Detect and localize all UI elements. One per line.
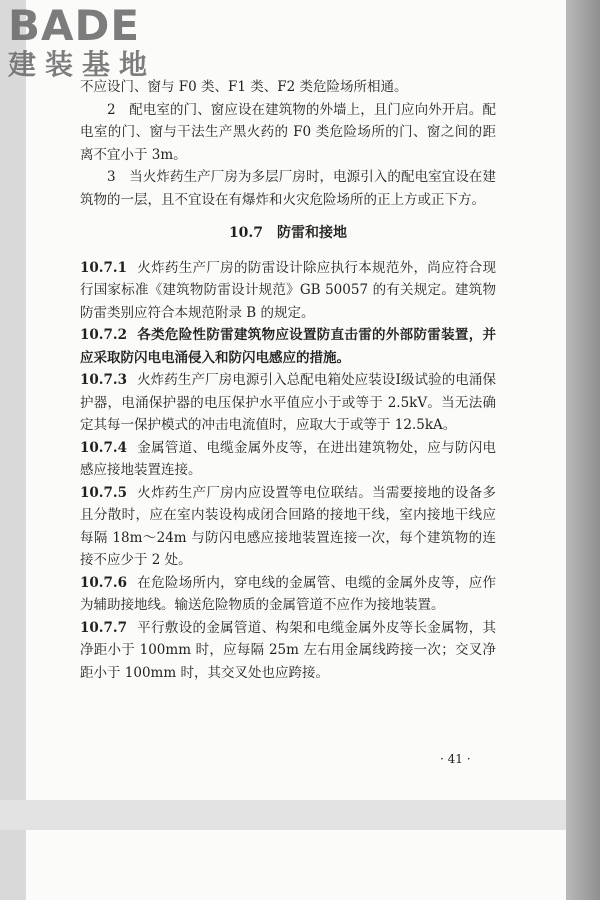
clause-text: 在危险场所内，穿电线的金属管、电缆的金属外皮等，应作为辅助接地线。输送危险物质的金属管道不应作为接地装置。	[80, 574, 496, 613]
clause-10-7-5	[80, 482, 496, 572]
clause-text: 平行敷设的金属管道、构架和电缆金属外皮等长金属物，其净距小于 100mm 时，应每隔 25m 左右用金属线跨接一次；交叉净距小于 100mm 时，其交叉处也应跨接。	[80, 619, 496, 681]
page-edge-shadow	[566, 0, 600, 900]
clause-10-7-1	[80, 257, 496, 325]
page-number: · 41 ·	[440, 752, 471, 766]
clause-text: 金属管道、电缆金属外皮等，在进出建筑物处，应与防闪电感应接地装置连接。	[80, 439, 496, 478]
continued-line: 不应设门、窗与 F0 类、F1 类、F2 类危险场所相通。	[80, 79, 408, 95]
clause-number: 10.7.1	[80, 259, 127, 276]
section-title: 10.7 防雷和接地	[228, 225, 348, 241]
clause-number: 10.7.5	[80, 484, 127, 501]
clause-number: 10.7.2	[80, 327, 127, 343]
item-3: 3 当火炸药生产厂房为多层厂房时，电源引入的配电室宜设在建筑物的一层，且不宜设在有爆炸和火灾危险场所的正上方或正下方。	[80, 169, 496, 208]
clause-10-7-4	[80, 437, 496, 482]
bade-watermark-logo	[8, 1, 157, 81]
clause-text: 火炸药生产厂房的防雷设计除应执行本规范外，尚应符合现行国家标准《建筑物防雷设计规范》GB 50057 的有关规定。建筑物防雷类别应符合本规范附录 B 的规定。	[80, 259, 496, 321]
clause-10-7-6	[80, 572, 496, 617]
clause-number: 10.7.7	[80, 619, 127, 636]
logo-main-text: BADE	[8, 1, 141, 50]
clause-10-7-2	[80, 324, 496, 369]
page-gap	[0, 800, 566, 830]
clause-number: 10.7.4	[80, 439, 127, 456]
clause-text: 火炸药生产厂房内应设置等电位联结。当需要接地的设备多且分散时，应在室内装设构成闭合回路的接地干线，室内接地干线应每隔 18m～24m 与防闪电感应接地装置连接一次，每个建筑物的连接不应少于 2 处。	[80, 484, 496, 568]
next-page	[26, 830, 566, 900]
clause-number: 10.7.3	[80, 372, 127, 388]
clause-text: 各类危险性防雷建筑物应设置防直击雷的外部防雷装置，并应采取防闪电电涌侵入和防闪电感应的措施。	[80, 327, 496, 366]
clause-10-7-7	[80, 617, 496, 685]
page-content	[80, 76, 496, 684]
clause-10-7-3	[80, 369, 496, 437]
logo-sub-text: 建装基地	[8, 48, 157, 81]
item-2: 2 配电室的门、窗应设在建筑物的外墙上，且门应向外开启。配电室的门、窗与干法生产黑火药的 F0 类危险场所的门、窗之间的距离不宜小于 3m。	[80, 101, 496, 163]
clause-number: 10.7.6	[80, 574, 127, 591]
clause-text: 火炸药生产厂房电源引入总配电箱处应装设Ⅰ级试验的电涌保护器，电涌保护器的电压保护水平值应小于或等于 2.5kV。当无法确定其每一保护模式的冲击电流值时，应取大于或等于 12.5kA。	[80, 372, 496, 433]
